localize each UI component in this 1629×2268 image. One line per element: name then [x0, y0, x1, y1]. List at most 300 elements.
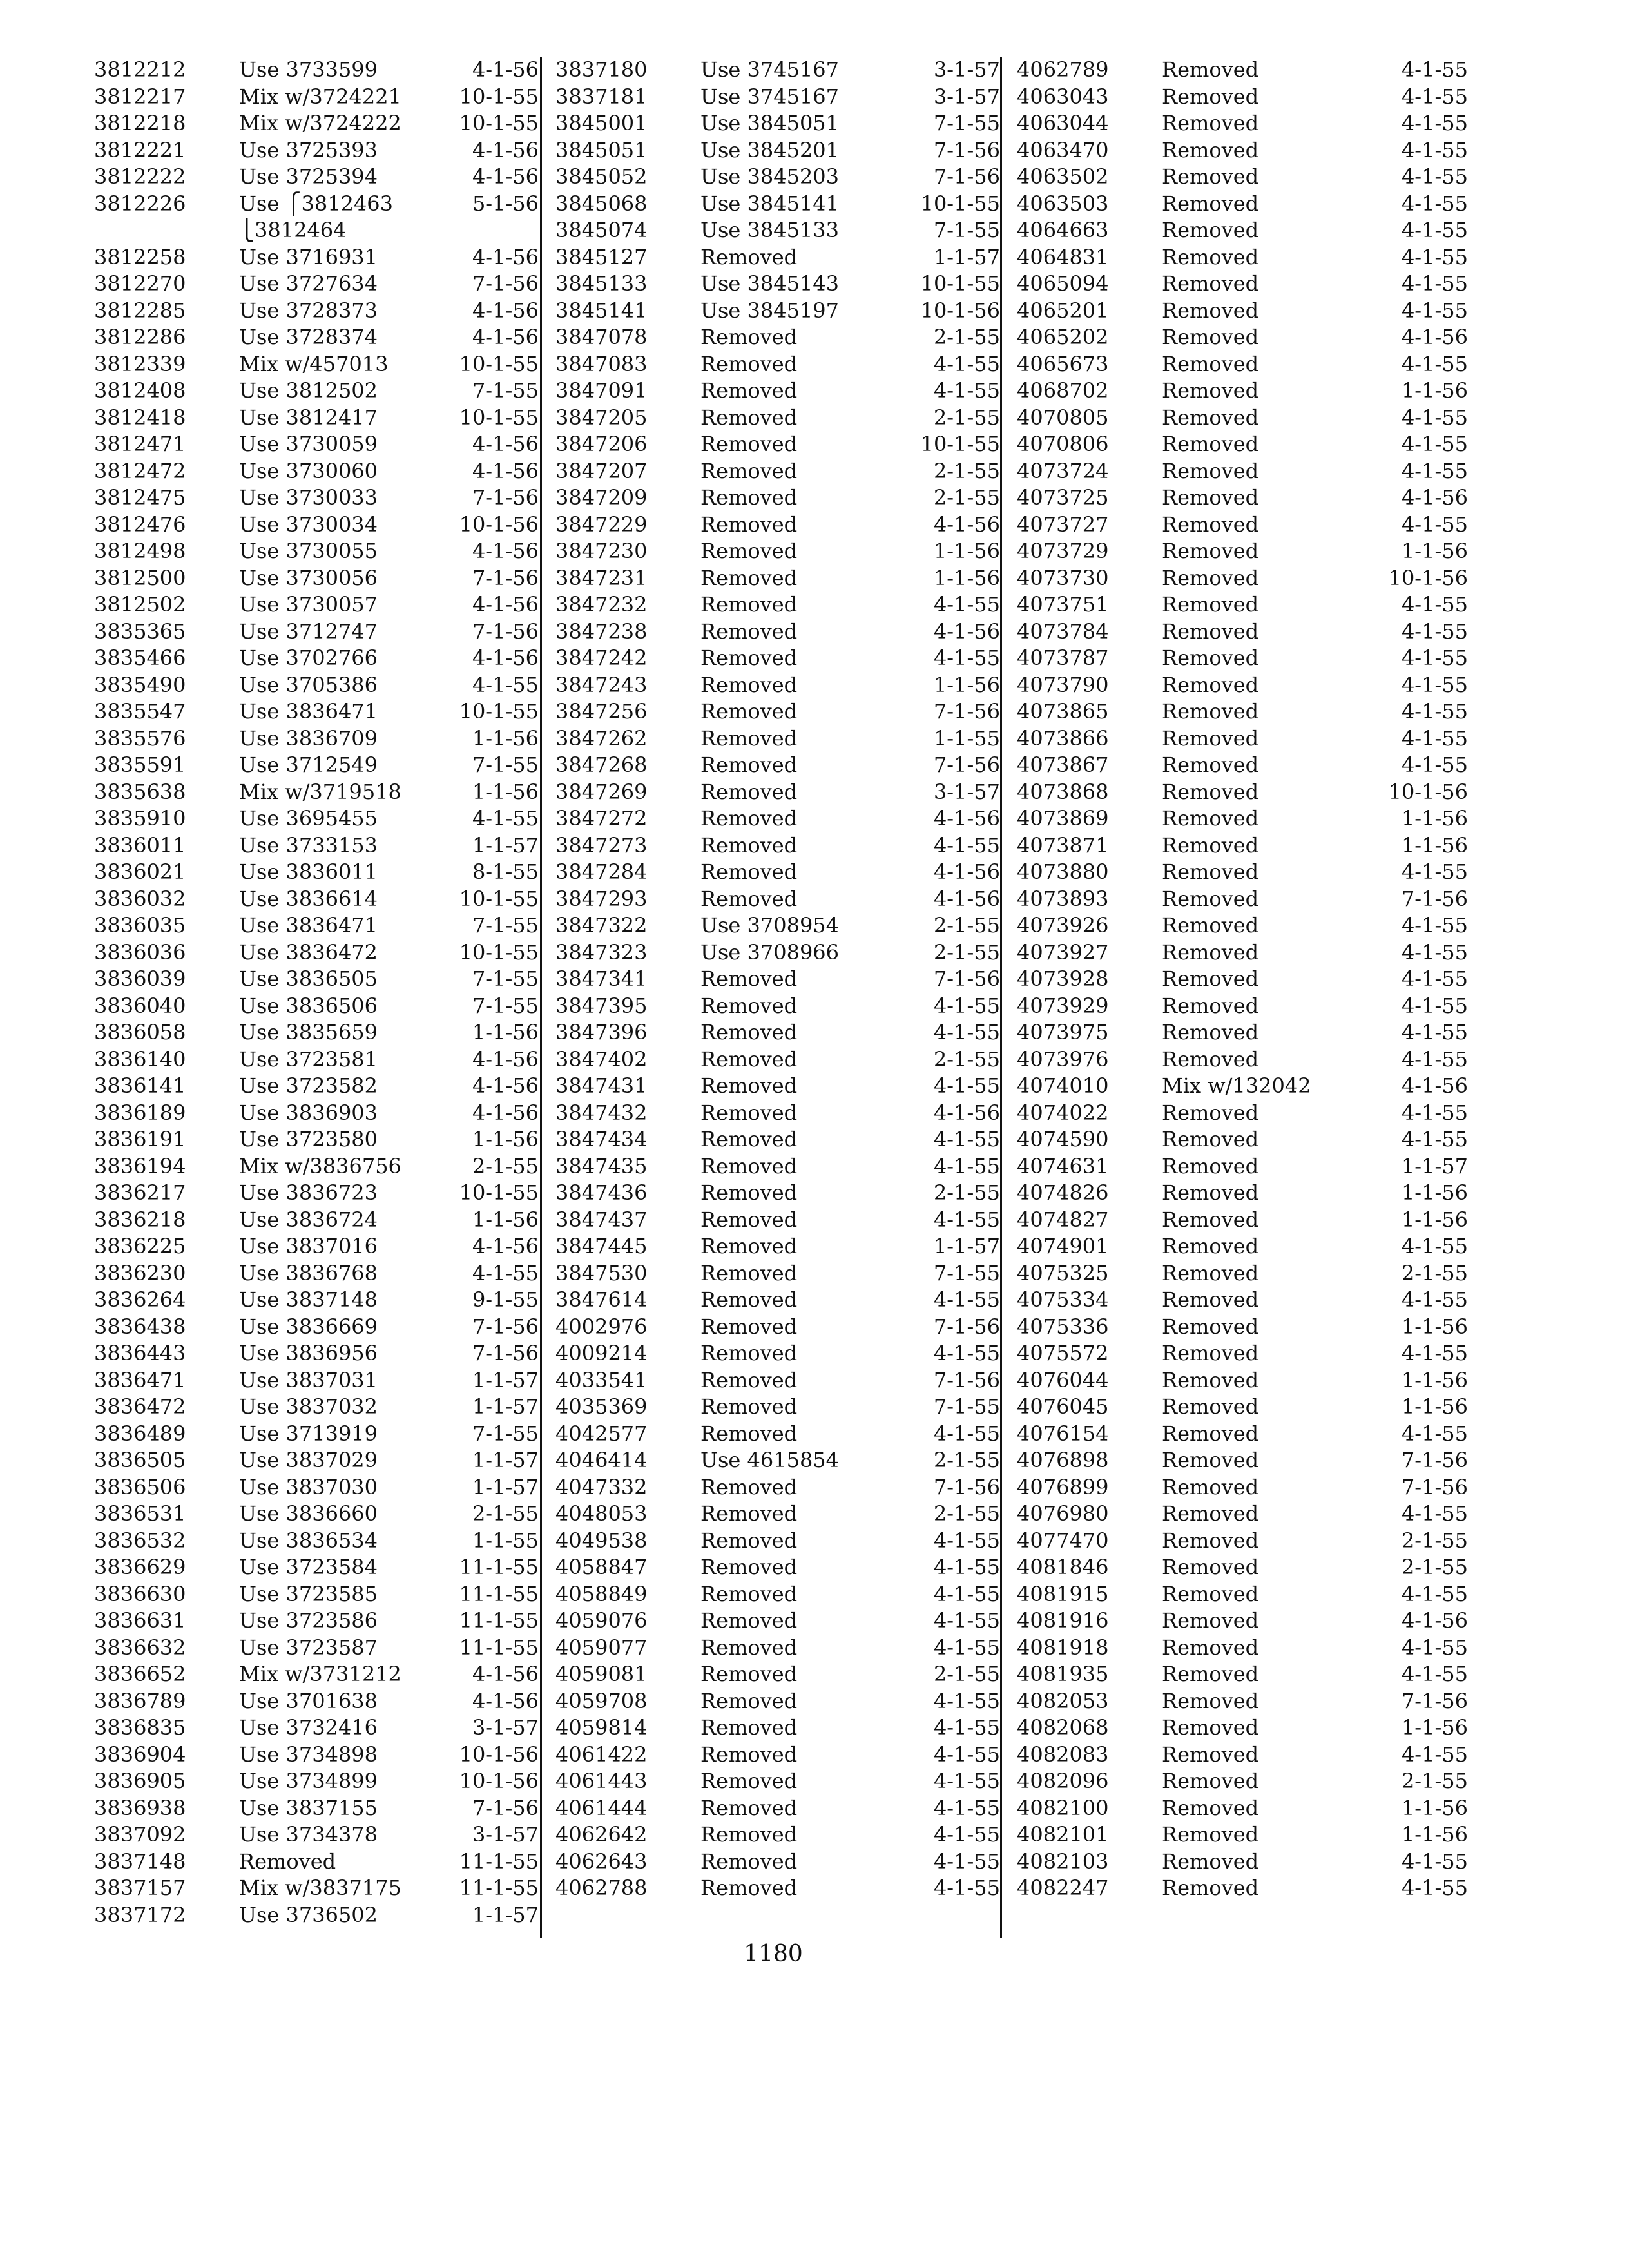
disposition: Use 3723582	[239, 1073, 378, 1098]
effective-date: 10-1-55	[920, 432, 1000, 456]
table-row	[555, 137, 1000, 164]
effective-date: 10-1-55	[459, 111, 539, 135]
disposition: Removed	[1162, 512, 1259, 537]
table-row	[1017, 271, 1468, 298]
part-number: 3847078	[555, 325, 648, 349]
disposition: Use 3845143	[700, 271, 840, 296]
table-row	[1017, 164, 1468, 191]
disposition: Removed	[1162, 1876, 1259, 1900]
effective-date: 4-1-55	[933, 1876, 1000, 1900]
disposition: Removed	[700, 1688, 798, 1713]
disposition: Removed	[700, 1555, 798, 1579]
effective-date: 7-1-55	[933, 218, 1000, 242]
effective-date: 10-1-55	[459, 939, 539, 965]
disposition: Use 3836903	[239, 1100, 378, 1125]
table-row	[555, 1340, 1000, 1367]
disposition: Removed	[700, 351, 798, 376]
effective-date: 4-1-55	[1401, 1849, 1468, 1874]
disposition: Use 3836011	[239, 860, 378, 884]
table-row	[555, 1528, 1000, 1555]
effective-date: 4-1-56	[472, 1234, 539, 1258]
effective-date: 4-1-55	[933, 1341, 1000, 1365]
table-row	[94, 1849, 539, 1876]
effective-date: 3-1-57	[933, 779, 1000, 804]
part-number: 3845001	[555, 111, 648, 135]
part-number: 4073975	[1017, 1020, 1109, 1044]
part-number: 4073729	[1017, 539, 1109, 563]
effective-date: 4-1-56	[472, 539, 539, 563]
part-number: 3812212	[94, 57, 186, 82]
part-number: 3836035	[94, 913, 186, 937]
part-number: 3847229	[555, 512, 648, 537]
disposition: Removed	[700, 539, 798, 563]
disposition: Mix w/3731212	[239, 1662, 401, 1686]
part-number: 4082247	[1017, 1876, 1109, 1900]
table-row	[94, 1046, 539, 1073]
effective-date: 4-1-55	[472, 672, 539, 697]
part-number: 4076154	[1017, 1421, 1109, 1446]
effective-date: 4-1-56	[472, 57, 539, 82]
table-row	[94, 485, 539, 512]
effective-date: 4-1-55	[933, 1822, 1000, 1847]
disposition: Removed	[700, 966, 798, 991]
effective-date: 4-1-55	[933, 1207, 1000, 1232]
disposition: Removed	[700, 1581, 798, 1606]
disposition: Use 3845197	[700, 298, 840, 323]
effective-date: 1-1-57	[933, 1234, 1000, 1258]
part-number: 3847269	[555, 779, 648, 804]
part-number: 3847230	[555, 539, 648, 563]
effective-date: 10-1-55	[459, 351, 539, 376]
part-number: 3837148	[94, 1849, 186, 1874]
part-number: 3847395	[555, 993, 648, 1018]
part-number: 3812339	[94, 351, 186, 376]
disposition: Removed	[1162, 1207, 1259, 1232]
table-row	[94, 431, 539, 458]
effective-date: 7-1-56	[933, 137, 1000, 162]
disposition: Removed	[700, 1501, 798, 1526]
effective-date: 4-1-55	[1401, 1234, 1468, 1258]
disposition: Use 3730059	[239, 432, 378, 456]
table-row	[1017, 1768, 1468, 1795]
part-number: 4061443	[555, 1769, 648, 1793]
disposition: Use 3845141	[700, 191, 840, 216]
effective-date: 1-1-57	[472, 1367, 539, 1392]
disposition: Use 3730060	[239, 458, 378, 483]
disposition: Removed	[1162, 832, 1259, 858]
table-row	[94, 1394, 539, 1421]
effective-date: 8-1-55	[472, 860, 539, 884]
effective-date: 5-1-56	[472, 191, 539, 216]
part-number	[94, 217, 239, 244]
table-row	[555, 805, 1000, 832]
table-row	[555, 619, 1000, 646]
disposition: Removed	[700, 485, 798, 510]
table-row	[555, 1608, 1000, 1635]
table-row	[1017, 993, 1468, 1020]
table-row	[555, 886, 1000, 913]
part-number: 3812500	[94, 565, 186, 590]
part-number: 3847614	[555, 1287, 648, 1312]
effective-date: 4-1-56	[472, 164, 539, 189]
disposition: Removed	[700, 993, 798, 1018]
table-row	[555, 324, 1000, 351]
disposition: Removed	[1162, 458, 1259, 483]
table-row	[1017, 726, 1468, 753]
table-row	[555, 591, 1000, 619]
table-row	[94, 1421, 539, 1448]
table-row	[94, 191, 539, 218]
table-row	[94, 805, 539, 832]
disposition: Removed	[1162, 405, 1259, 430]
part-number: 4073725	[1017, 485, 1109, 510]
table-row	[555, 110, 1000, 137]
table-row	[555, 458, 1000, 485]
table-row	[94, 84, 539, 111]
disposition: Removed	[1162, 1394, 1259, 1419]
disposition: Removed	[700, 1287, 798, 1312]
disposition: Removed	[1162, 137, 1259, 162]
disposition: Removed	[1162, 1127, 1259, 1151]
part-number: 3836058	[94, 1020, 186, 1044]
column-3	[1017, 57, 1468, 1902]
disposition: Removed	[1162, 1314, 1259, 1339]
table-row	[94, 591, 539, 619]
part-number: 3812258	[94, 244, 186, 269]
effective-date: 2-1-55	[933, 485, 1000, 510]
effective-date: 1-1-56	[933, 672, 1000, 697]
effective-date: 4-1-55	[1401, 1341, 1468, 1365]
effective-date: 7-1-56	[933, 966, 1000, 991]
part-number: 4047332	[555, 1474, 648, 1499]
part-number: 4076898	[1017, 1448, 1109, 1472]
effective-date: 4-1-55	[1401, 1287, 1468, 1312]
effective-date: 7-1-56	[472, 1314, 539, 1339]
effective-date: 4-1-55	[1401, 432, 1468, 456]
disposition: Removed	[1162, 1153, 1259, 1178]
part-number: 3836531	[94, 1501, 186, 1526]
disposition: Removed	[1162, 1528, 1259, 1553]
disposition: Use 3836956	[239, 1341, 378, 1365]
disposition: Mix w/457013	[239, 351, 389, 376]
table-row	[1017, 137, 1468, 164]
effective-date: 4-1-55	[1401, 993, 1468, 1018]
table-row	[555, 1046, 1000, 1073]
table-row	[555, 191, 1000, 218]
table-row	[555, 1314, 1000, 1341]
effective-date: 7-1-56	[933, 699, 1000, 724]
disposition: Removed	[700, 1421, 798, 1446]
effective-date: 1-1-57	[472, 1902, 539, 1927]
table-row	[94, 1180, 539, 1207]
disposition: Removed	[700, 753, 798, 777]
table-row	[94, 271, 539, 298]
effective-date: 4-1-56	[1401, 485, 1468, 510]
part-number: 3847206	[555, 432, 648, 456]
disposition: Removed	[700, 1822, 798, 1847]
disposition: Use 3705386	[239, 672, 378, 697]
table-row	[1017, 1474, 1468, 1501]
disposition: Use 3837155	[239, 1795, 378, 1820]
disposition: Removed	[1162, 271, 1259, 296]
part-number: 3836835	[94, 1715, 186, 1740]
table-row	[94, 137, 539, 164]
part-number: 4081918	[1017, 1635, 1109, 1660]
part-number: 3845074	[555, 218, 648, 242]
table-row	[555, 1875, 1000, 1902]
effective-date: 7-1-56	[472, 565, 539, 590]
disposition: Removed	[700, 1394, 798, 1419]
part-number: 3835466	[94, 646, 186, 670]
table-row	[555, 538, 1000, 565]
part-number: 3836218	[94, 1207, 186, 1232]
disposition: Use 4615854	[700, 1448, 840, 1472]
table-row	[555, 405, 1000, 432]
disposition: Removed	[1162, 1421, 1259, 1446]
disposition: Removed	[1162, 1234, 1259, 1258]
effective-date: 2-1-55	[1401, 1555, 1468, 1579]
disposition: Use 3836534	[239, 1528, 378, 1553]
part-number: 4073926	[1017, 913, 1109, 937]
disposition: Removed	[700, 1100, 798, 1125]
part-number: 3847272	[555, 806, 648, 831]
effective-date: 4-1-56	[933, 886, 1000, 911]
effective-date: 11-1-55	[459, 1876, 539, 1900]
disposition: Removed	[1162, 672, 1259, 697]
part-number: 4059708	[555, 1688, 648, 1713]
disposition: Removed	[700, 244, 798, 269]
disposition: Use 3812502	[239, 378, 378, 403]
disposition: Use 3701638	[239, 1688, 378, 1713]
disposition: Use 3723584	[239, 1555, 378, 1579]
part-number: 4058847	[555, 1555, 648, 1579]
disposition: Use 3734378	[239, 1822, 378, 1847]
part-number: 4062788	[555, 1876, 648, 1900]
table-row	[1017, 1260, 1468, 1287]
effective-date: 4-1-56	[472, 325, 539, 349]
part-number: 4082068	[1017, 1715, 1109, 1740]
part-number: 4077470	[1017, 1528, 1109, 1553]
part-number: 4082100	[1017, 1795, 1109, 1820]
effective-date: 3-1-57	[933, 84, 1000, 109]
disposition: Use 3836506	[239, 993, 378, 1018]
disposition: Use 3727634	[239, 271, 378, 296]
effective-date: 3-1-57	[933, 57, 1000, 82]
table-row	[555, 1688, 1000, 1715]
part-number: 4081935	[1017, 1662, 1109, 1686]
table-row	[555, 512, 1000, 539]
part-number: 3847238	[555, 619, 648, 644]
part-number: 4046414	[555, 1448, 648, 1472]
effective-date: 1-1-56	[472, 1207, 539, 1232]
table-row	[555, 1768, 1000, 1795]
disposition: Use 3835659	[239, 1020, 378, 1044]
effective-date: 7-1-56	[1401, 1474, 1468, 1499]
disposition: Removed	[700, 779, 798, 804]
part-number: 3845133	[555, 271, 648, 296]
effective-date: 7-1-56	[933, 1474, 1000, 1499]
disposition: Removed	[1162, 1795, 1259, 1820]
part-number: 4073865	[1017, 699, 1109, 724]
table-row	[1017, 859, 1468, 886]
table-row	[1017, 805, 1468, 832]
disposition: Removed	[700, 1073, 798, 1098]
disposition: Removed	[239, 1849, 336, 1874]
part-number: 3847436	[555, 1180, 648, 1205]
effective-date: 9-1-55	[472, 1287, 539, 1312]
part-number: 3812418	[94, 405, 186, 430]
table-row	[94, 1340, 539, 1367]
table-row	[94, 1902, 539, 1929]
table-row	[555, 1100, 1000, 1127]
disposition: Removed	[700, 1341, 798, 1365]
table-row	[94, 298, 539, 325]
part-number: 3836629	[94, 1555, 186, 1579]
part-number: 3847209	[555, 485, 648, 510]
effective-date: 4-1-55	[1401, 244, 1468, 269]
part-number: 3836264	[94, 1287, 186, 1312]
part-number: 4068702	[1017, 378, 1109, 403]
effective-date: 7-1-56	[472, 271, 539, 296]
effective-date: 4-1-55	[933, 1608, 1000, 1633]
part-number: 3835547	[94, 699, 186, 724]
disposition: Use 3723587	[239, 1635, 378, 1660]
effective-date: 1-1-56	[1401, 1207, 1468, 1232]
disposition: Use 3836471	[239, 913, 378, 937]
effective-date: 7-1-56	[472, 619, 539, 644]
part-number: 3836905	[94, 1769, 186, 1793]
table-row	[94, 1554, 539, 1581]
effective-date: 1-1-57	[933, 244, 1000, 269]
table-row	[94, 1821, 539, 1849]
part-number: 4074631	[1017, 1153, 1109, 1178]
disposition: Removed	[1162, 218, 1259, 242]
effective-date: 1-1-56	[472, 726, 539, 751]
effective-date: 7-1-56	[472, 1795, 539, 1820]
part-number: 4082096	[1017, 1769, 1109, 1793]
part-number: 3847323	[555, 939, 648, 965]
table-row	[94, 378, 539, 405]
disposition: Removed	[1162, 539, 1259, 563]
part-number: 3836194	[94, 1153, 186, 1178]
part-number: 3836904	[94, 1742, 186, 1767]
part-number: 4074826	[1017, 1180, 1109, 1205]
table-row	[555, 1474, 1000, 1501]
disposition: Use 3723581	[239, 1046, 378, 1072]
effective-date: 4-1-55	[933, 1849, 1000, 1874]
effective-date: 2-1-55	[933, 1046, 1000, 1072]
effective-date: 7-1-55	[933, 111, 1000, 135]
part-number: 3836021	[94, 860, 186, 884]
table-row	[1017, 431, 1468, 458]
disposition: Use 3725394	[239, 164, 378, 189]
disposition: Removed	[700, 1742, 798, 1767]
effective-date: 7-1-55	[472, 993, 539, 1018]
effective-date: 10-1-56	[459, 1742, 539, 1767]
table-row	[1017, 378, 1468, 405]
disposition: Removed	[1162, 378, 1259, 403]
table-row	[555, 752, 1000, 779]
part-number: 4063044	[1017, 111, 1109, 135]
table-row	[94, 672, 539, 699]
disposition: Removed	[700, 1662, 798, 1686]
effective-date: 1-1-55	[933, 726, 1000, 751]
disposition: Removed	[700, 726, 798, 751]
effective-date: 7-1-56	[933, 753, 1000, 777]
disposition: Removed	[1162, 432, 1259, 456]
part-number: 3847284	[555, 860, 648, 884]
table-row	[1017, 244, 1468, 271]
part-number: 3847091	[555, 378, 648, 403]
table-row	[555, 298, 1000, 325]
effective-date: 4-1-56	[472, 432, 539, 456]
disposition: Removed	[700, 1046, 798, 1072]
effective-date: 4-1-55	[1401, 57, 1468, 82]
disposition: Use 3734899	[239, 1769, 378, 1793]
disposition: Removed	[1162, 244, 1259, 269]
effective-date: 4-1-56	[933, 860, 1000, 884]
disposition: Removed	[1162, 619, 1259, 644]
part-number: 3847262	[555, 726, 648, 751]
table-row	[555, 1233, 1000, 1260]
effective-date: 7-1-56	[1401, 886, 1468, 911]
table-row	[94, 1608, 539, 1635]
disposition: Removed	[700, 592, 798, 617]
table-row	[94, 832, 539, 860]
part-number: 3847243	[555, 672, 648, 697]
disposition: Removed	[1162, 1608, 1259, 1633]
part-number: 3837092	[94, 1822, 186, 1847]
table-row	[1017, 1688, 1468, 1715]
table-row	[1017, 752, 1468, 779]
disposition: Use 3836709	[239, 726, 378, 751]
part-number: 3812475	[94, 485, 186, 510]
part-number: 3847232	[555, 592, 648, 617]
table-row	[555, 1635, 1000, 1662]
part-number: 3837157	[94, 1876, 186, 1900]
part-number: 3812221	[94, 137, 186, 162]
table-row	[1017, 217, 1468, 244]
effective-date: 4-1-56	[933, 1100, 1000, 1125]
part-number: 4064663	[1017, 218, 1109, 242]
disposition: Use 3730055	[239, 539, 378, 563]
part-number: 3836471	[94, 1367, 186, 1392]
effective-date: 4-1-55	[1401, 1662, 1468, 1686]
part-number: 3812476	[94, 512, 186, 537]
table-row	[94, 1661, 539, 1688]
part-number: 3812471	[94, 432, 186, 456]
table-row	[1017, 1554, 1468, 1581]
disposition: Removed	[1162, 1367, 1259, 1392]
table-row	[555, 779, 1000, 806]
part-number: 3836230	[94, 1260, 186, 1285]
disposition: Use 3734898	[239, 1742, 378, 1767]
part-number: 3847273	[555, 832, 648, 858]
effective-date: 4-1-55	[933, 1635, 1000, 1660]
part-number: 3836472	[94, 1394, 186, 1419]
disposition: Use 3845203	[700, 164, 840, 189]
disposition: Use 3712549	[239, 753, 378, 777]
part-number: 3812502	[94, 592, 186, 617]
disposition: Removed	[1162, 1581, 1259, 1606]
part-number: 3847341	[555, 966, 648, 991]
table-row	[1017, 1849, 1468, 1876]
effective-date: 4-1-55	[933, 993, 1000, 1018]
table-row	[555, 1821, 1000, 1849]
disposition: Use 3836472	[239, 939, 378, 965]
effective-date: 1-1-56	[1401, 1715, 1468, 1740]
table-row	[94, 244, 539, 271]
